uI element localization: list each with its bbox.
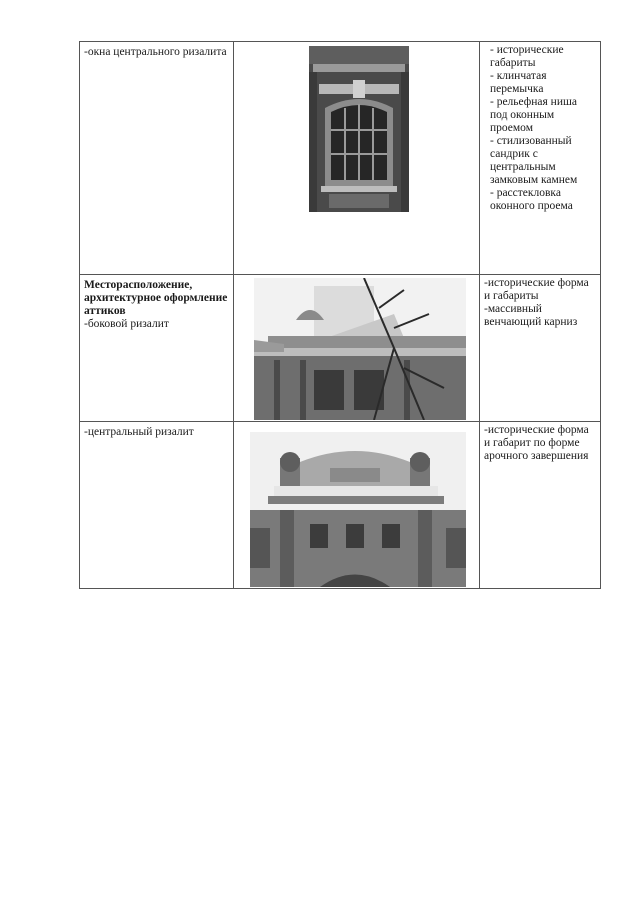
feature-item: - рельефная ниша под оконным проемом (490, 96, 577, 134)
table-row (80, 422, 601, 589)
location-text: -боковой ризалит (84, 318, 169, 330)
location-cell (80, 42, 234, 275)
location-text: -центральный ризалит (84, 426, 194, 438)
photo-cell (234, 275, 480, 422)
feature-item: -исторические форма и габариты (484, 277, 589, 302)
feature-item: - стилизованный сандрик с центральным замковым камнем (490, 135, 578, 186)
feature-item: -исторические форма и габарит по форме арочного завершения (484, 424, 589, 462)
side-risalit-attic-photo (254, 278, 466, 420)
features-cell (480, 42, 601, 275)
features-cell (480, 275, 601, 422)
feature-item: -массивный венчающий карниз (484, 303, 578, 328)
photo-cell (234, 42, 480, 275)
feature-item: - исторические габариты (490, 44, 564, 69)
photo-cell (234, 422, 480, 589)
table-row (80, 42, 601, 275)
feature-item: - расстекловка оконного проема (490, 187, 573, 212)
section-title: Месторасположение, архитектурное оформление аттиков (84, 279, 228, 317)
location-cell (80, 422, 234, 589)
features-cell (480, 422, 601, 589)
feature-item: - клинчатая перемычка (490, 70, 547, 95)
window-photo (309, 46, 409, 212)
location-cell (80, 275, 234, 422)
monument-features-table (79, 41, 601, 589)
table-row (80, 275, 601, 422)
central-risalit-attic-photo (250, 432, 466, 587)
location-text: -окна центрального ризалита (84, 46, 227, 58)
